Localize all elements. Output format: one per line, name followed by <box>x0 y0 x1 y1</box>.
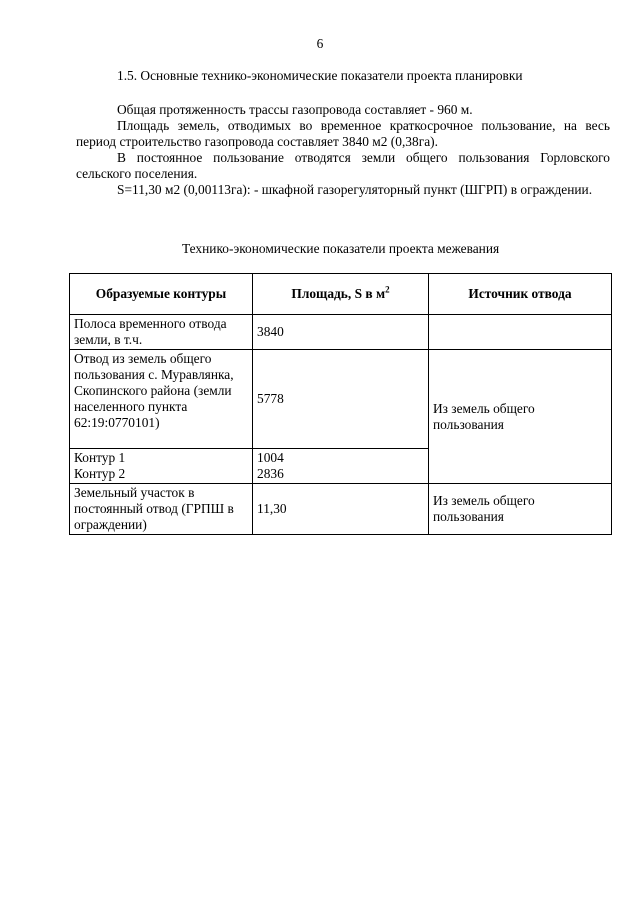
header-area-label: Площадь, S в м <box>291 286 386 301</box>
cell-contour: Земельный участок в постоянный отвод (ГРПШ в ограждении) <box>70 484 253 535</box>
cell-contour <box>70 449 253 484</box>
cell-source: Из земель общего пользования <box>429 350 612 484</box>
table-row <box>70 315 612 350</box>
contour-2-area: 2836 <box>257 466 284 481</box>
paragraph-grp-area: S=11,30 м2 (0,00113га): - шкафной газорегуляторный пункт (ШГРП) в ограждении. <box>117 182 593 197</box>
cell-source: Из земель общего пользования <box>429 484 612 535</box>
header-source: Источник отвода <box>429 274 612 315</box>
contour-2-label: Контур 2 <box>74 466 126 481</box>
cell-contour: Полоса временного отвода земли, в т.ч. <box>70 315 253 350</box>
paragraph-pipeline-length: Общая протяженность трассы газопровода составляет - 960 м. <box>117 102 473 117</box>
header-area-superscript: 2 <box>385 284 390 295</box>
page-number: 6 <box>316 36 324 51</box>
cell-area <box>253 449 429 484</box>
indicators-table <box>69 273 612 535</box>
contour-1-label: Контур 1 <box>74 450 126 465</box>
cell-area: 5778 <box>253 350 429 449</box>
header-area <box>253 274 429 315</box>
contour-1-area: 1004 <box>257 450 284 465</box>
cell-contour: Отвод из земель общего пользования с. Муравлянка, Скопинского района (земли населенного пункта 62:19:0770101) <box>70 350 253 449</box>
cell-area: 3840 <box>253 315 429 350</box>
table-header-row <box>70 274 612 315</box>
body-text <box>76 102 610 198</box>
section-heading: 1.5. Основные технико-экономические показатели проекта планировки <box>117 68 523 83</box>
table-row <box>70 350 612 449</box>
header-contours: Образуемые контуры <box>70 274 253 315</box>
table-title: Технико-экономические показатели проекта межевания <box>182 241 500 256</box>
paragraph-permanent-use: В постоянное пользование отводятся земли общего пользования Горловского сельского поселения. <box>76 150 610 181</box>
table-row <box>70 484 612 535</box>
cell-source <box>429 315 612 350</box>
paragraph-temporary-use: Площадь земель, отводимых во временное краткосрочное пользование, на весь период строительство газопровода составляет 3840 м2 (0,38га). <box>76 118 610 149</box>
cell-area: 11,30 <box>253 484 429 535</box>
